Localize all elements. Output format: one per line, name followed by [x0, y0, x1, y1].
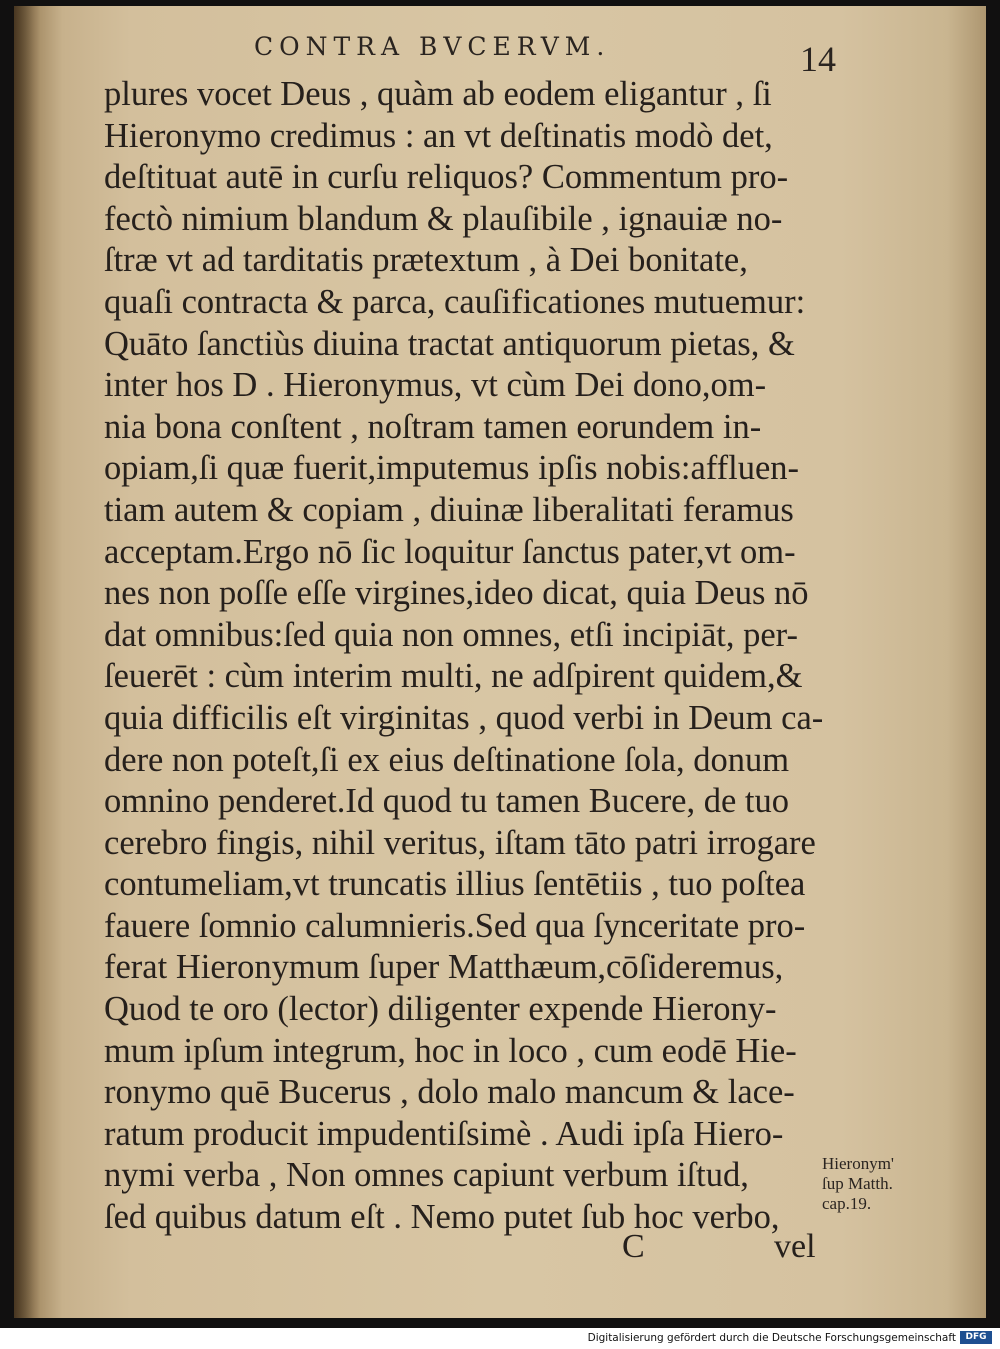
text-line: quia difficilis eſt virginitas , quod verbi in Deum ca- — [104, 698, 824, 737]
marginal-note-line: ſup Matth. — [822, 1174, 893, 1193]
text-line: opiam,ſi quæ fuerit,imputemus ipſis nobis:affluen- — [104, 449, 800, 488]
text-line: inter hos D . Hieronymus, vt cùm Dei dono,om- — [104, 366, 767, 405]
funding-credit: Digitalisierung gefördert durch die Deutsche Forschungsgemeinschaft — [587, 1332, 956, 1344]
text-line: nes non poſſe eſſe virgines,ideo dicat, quia Deus nō — [104, 574, 809, 613]
text-line: ſeuerēt : cùm interim multi, ne adſpirent quidem,& — [104, 657, 803, 696]
footer-bar — [0, 1328, 1000, 1349]
text-line: Quāto ſanctiùs diuina tractat antiquorum pietas, & — [104, 324, 795, 363]
text-line: fauere ſomnio calumnieris.Sed qua ſynceritate pro- — [104, 906, 806, 945]
text-line: mum ipſum integrum, hoc in loco , cum eodē Hie- — [104, 1031, 797, 1070]
marginal-note-line: Hieronym' — [822, 1154, 894, 1173]
marginal-note-line: cap.19. — [822, 1194, 872, 1213]
text-line: ſed quibus datum eſt . Nemo putet ſub hoc verbo, — [104, 1198, 780, 1237]
text-line: deſtituat autē in curſu reliquos? Commentum pro- — [104, 158, 789, 197]
text-line: Hieronymo credimus : an vt deſtinatis modò det, — [104, 116, 773, 155]
body-text — [104, 74, 844, 1239]
text-line: Quod te oro (lector) diligenter expende Hierony- — [104, 990, 777, 1029]
text-line: nymi verba , Non omnes capiunt verbum iſtud, — [104, 1156, 749, 1195]
text-line: dat omnibus:ſed quia non omnes, etſi incipiāt, per- — [104, 615, 798, 654]
text-line: tiam autem & copiam , diuinæ liberalitati feramus — [104, 490, 794, 529]
running-head: CONTRA BVCERVM. — [254, 32, 611, 61]
dfg-logo: DFG — [960, 1331, 992, 1344]
text-line: cerebro fingis, nihil veritus, iſtam tāto patri irrogare — [104, 823, 816, 862]
text-line: quaſi contracta & parca, cauſificationes mutuemur: — [104, 282, 806, 321]
marginal-note — [822, 1154, 894, 1214]
text-line: omnino penderet.Id quod tu tamen Bucere, de tuo — [104, 782, 790, 821]
text-line: ferat Hieronymum ſuper Matthæum,cōſideremus, — [104, 948, 784, 987]
text-line: plures vocet Deus , quàm ab eodem eligantur , ſi — [104, 75, 772, 113]
text-line: ſtræ vt ad tarditatis prætextum , à Dei bonitate, — [104, 241, 748, 280]
text-line: contumeliam,vt truncatis illius ſentētiis , tuo poſtea — [104, 865, 806, 904]
text-line: ratum producit impudentiſsimè . Audi ipſa Hiero- — [104, 1114, 784, 1153]
text-line: dere non poteſt,ſi ex eius deſtinatione ſola, donum — [104, 740, 790, 779]
text-line: fectò nimium blandum & plauſibile , ignauiæ no- — [104, 199, 783, 238]
text-line: ronymo quē Bucerus , dolo malo mancum & lace- — [104, 1073, 795, 1112]
text-line: nia bona conſtent , noſtram tamen eorundem in- — [104, 407, 762, 446]
signature-mark: C — [622, 1228, 645, 1265]
page-number: 14 — [800, 39, 836, 79]
catchword: vel — [774, 1228, 816, 1265]
text-line: acceptam.Ergo nō ſic loquitur ſanctus pater,vt om- — [104, 532, 796, 571]
gutter-shadow — [14, 6, 40, 1318]
book-page — [14, 6, 986, 1318]
